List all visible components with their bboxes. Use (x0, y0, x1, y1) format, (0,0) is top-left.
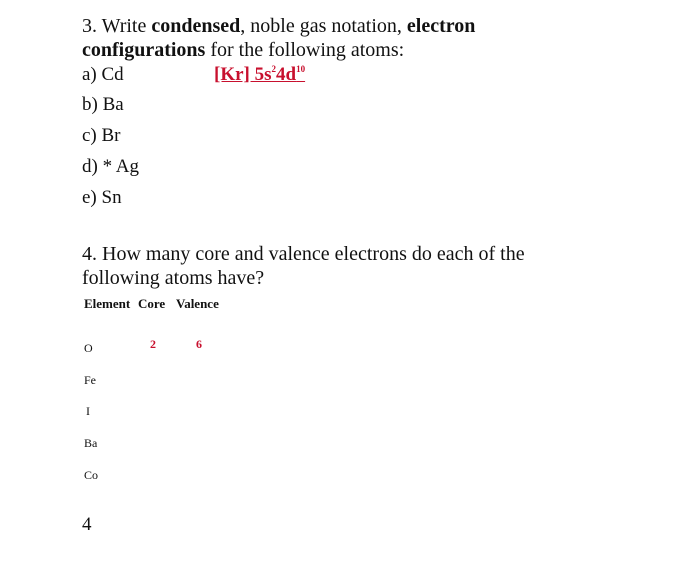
answer-sup-1: 2 (271, 64, 277, 74)
q3-item-d: d) * Ag (82, 156, 139, 177)
table-header-element: Element (84, 296, 131, 311)
q3-item-c: c) Br (82, 125, 121, 146)
table-row-element-fe: Fe (84, 373, 96, 387)
q3-item-a: a) Cd (82, 64, 124, 85)
q3-bold-condensed: condensed (151, 15, 241, 37)
q3-heading-line-2 (82, 38, 404, 62)
table-header-core: Core (138, 296, 166, 311)
table-row-element-i: I (86, 404, 90, 418)
q3-answer-a (214, 64, 305, 86)
table-row-valence-o: 6 (196, 337, 202, 351)
table-row-element-ba: Ba (84, 436, 98, 450)
q3-number: 3. (82, 15, 97, 37)
q3-text-1: Write (101, 15, 152, 37)
q3-item-b: b) Ba (82, 94, 124, 115)
answer-mid: 4d (276, 64, 297, 85)
table-header-valence: Valence (176, 296, 219, 311)
q3-bold-configurations: configurations (82, 39, 206, 61)
answer-sup-2: 10 (296, 64, 306, 74)
q3-heading-line-1 (82, 14, 475, 38)
q3-text-3: for the following atoms: (205, 39, 405, 61)
table-row-element-co: Co (84, 468, 99, 482)
q3-text-2: , noble gas notation, (240, 15, 407, 37)
table-row-element-o: O (84, 341, 93, 355)
page-number: 4 (82, 514, 92, 535)
q3-bold-electron: electron (406, 15, 476, 37)
answer-base: [Kr] 5s (214, 64, 272, 85)
table-row-core-o: 2 (150, 337, 156, 351)
q4-heading-line-2: following atoms have? (82, 267, 265, 289)
q3-item-e: e) Sn (82, 187, 122, 208)
q4-heading-line-1: 4. How many core and valence electrons do each of the (82, 243, 525, 265)
